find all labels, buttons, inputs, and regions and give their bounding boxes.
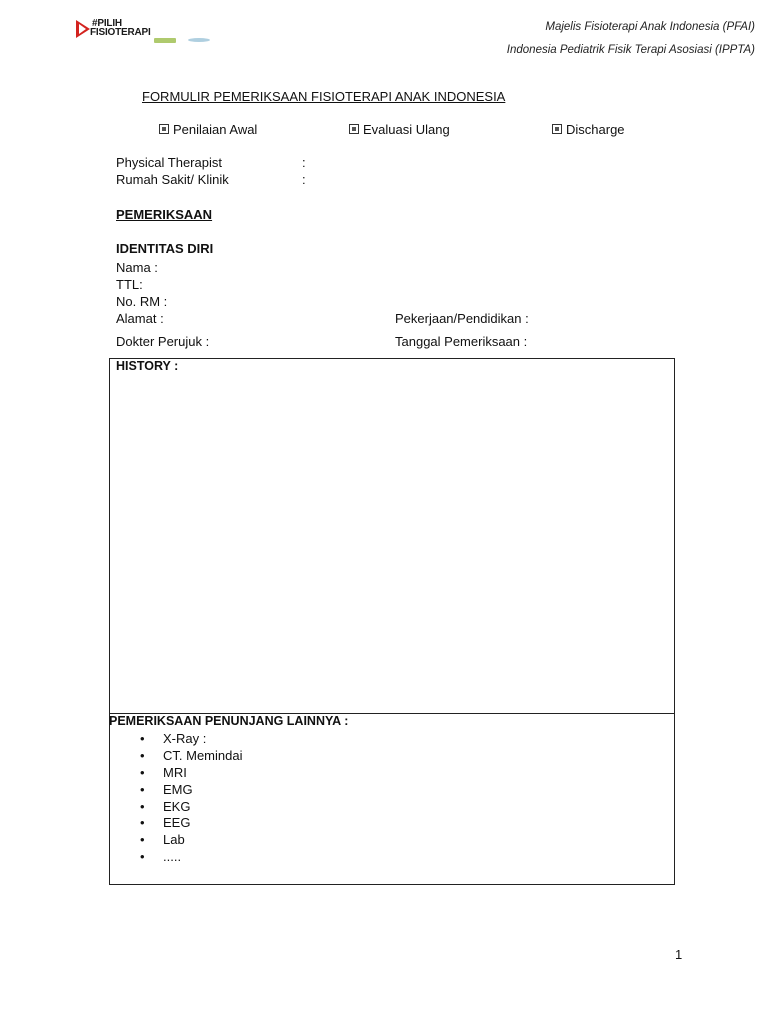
field-ttl: TTL: [116, 277, 143, 292]
history-label: HISTORY : [116, 359, 179, 373]
logo-line1: #PILIH [92, 18, 122, 29]
field-pekerjaan: Pekerjaan/Pendidikan : [395, 311, 529, 326]
penunjang-list [140, 731, 242, 866]
field-dokter-perujuk: Dokter Perujuk : [116, 334, 210, 349]
section-identitas-diri: IDENTITAS DIRI [116, 241, 214, 256]
ippta-logo-icon [188, 38, 210, 42]
list-item: • CT. Memindai [140, 748, 242, 765]
list-item: • MRI [140, 765, 242, 782]
pfai-logo-icon [154, 38, 176, 43]
list-item: • ..... [140, 849, 242, 866]
checkbox-label: Penilaian Awal [173, 122, 258, 137]
field-alamat: Alamat : [116, 311, 164, 326]
field-tanggal-pemeriksaan: Tanggal Pemeriksaan : [395, 334, 528, 349]
logo-line2: FISIOTERAPI [90, 27, 151, 38]
arrow-logo-inner-icon [79, 24, 86, 34]
list-item: • EMG [140, 782, 242, 799]
form-title: FORMULIR PEMERIKSAAN FISIOTERAPI ANAK INDONESIA [142, 89, 506, 104]
page-number: 1 [675, 947, 683, 962]
pilih-fisioterapi-logo [76, 17, 216, 47]
field-no-rm: No. RM : [116, 294, 168, 309]
rumah-sakit-label: Rumah Sakit/ Klinik [116, 172, 229, 187]
header-org-1: Majelis Fisioterapi Anak Indonesia (PFAI) [545, 21, 755, 33]
checkbox-penilaian-awal[interactable] [159, 122, 257, 137]
list-item: • EEG [140, 815, 242, 832]
checkbox-evaluasi-ulang[interactable] [349, 122, 450, 137]
checkbox-icon[interactable] [552, 124, 562, 134]
list-item: • Lab [140, 832, 242, 849]
checkbox-label: Discharge [566, 122, 625, 137]
rumah-sakit-colon: : [302, 172, 306, 187]
history-box[interactable] [109, 358, 675, 714]
checkbox-icon[interactable] [159, 124, 169, 134]
checkbox-icon[interactable] [349, 124, 359, 134]
penunjang-label: PEMERIKSAAN PENUNJANG LAINNYA : [109, 714, 349, 728]
physical-therapist-label: Physical Therapist [116, 155, 222, 170]
section-pemeriksaan: PEMERIKSAAN [116, 207, 213, 222]
header-org-2: Indonesia Pediatrik Fisik Terapi Asosiasi (IPPTA) [506, 44, 755, 56]
field-nama: Nama : [116, 260, 158, 275]
checkbox-discharge[interactable] [552, 122, 625, 137]
list-item: • EKG [140, 799, 242, 816]
checkbox-label: Evaluasi Ulang [363, 122, 450, 137]
list-item: • X-Ray : [140, 731, 242, 748]
physical-therapist-colon: : [302, 155, 306, 170]
